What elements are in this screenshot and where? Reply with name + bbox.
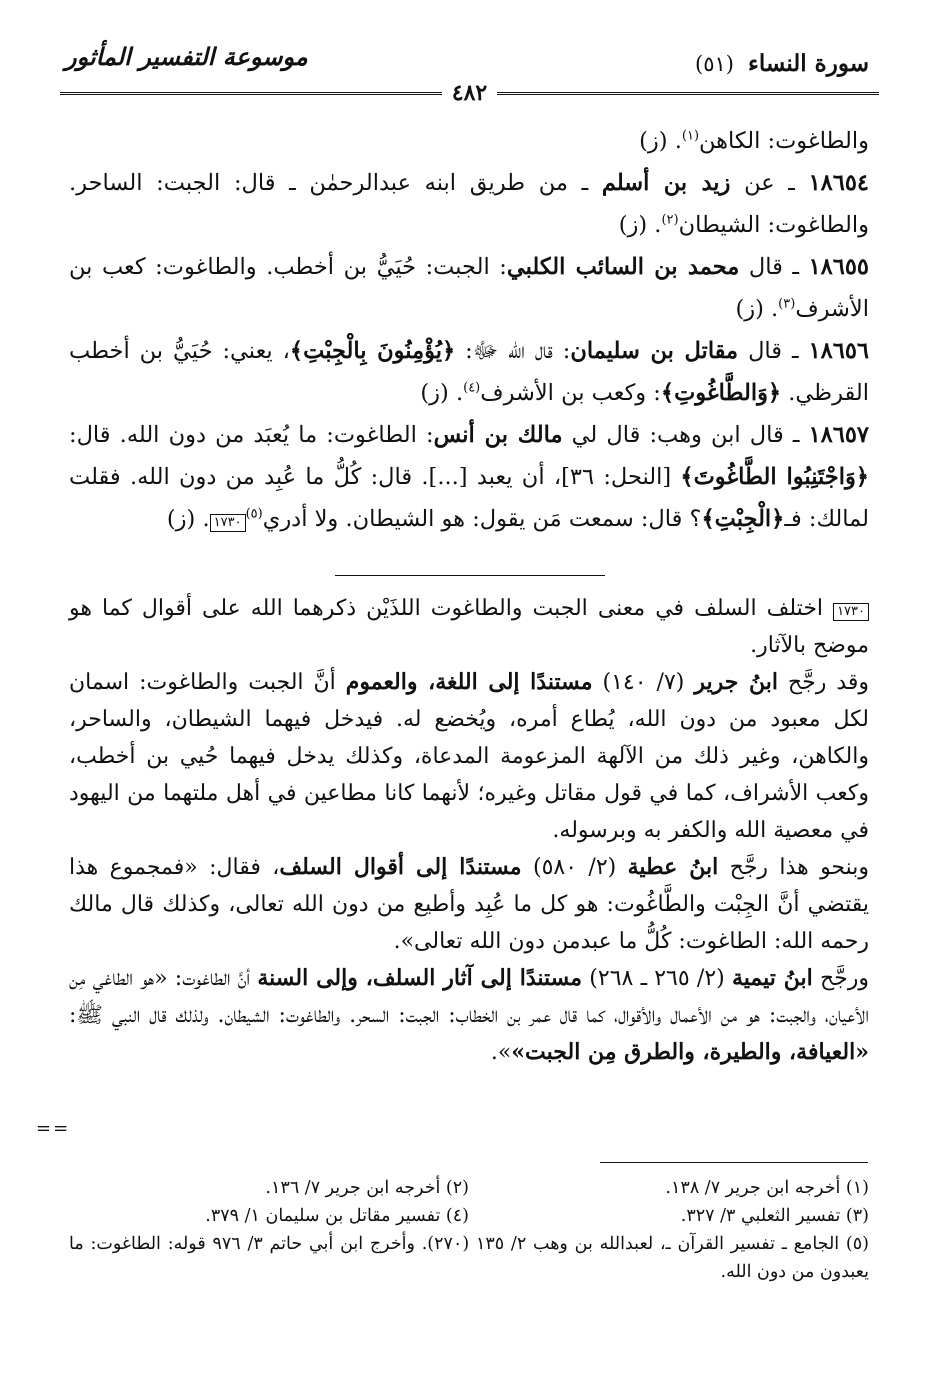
commentary-para-4 — [69, 960, 869, 1071]
footnote-2: (٢) أخرجه ابن جرير ٧/ ١٣٦. — [265, 1178, 469, 1198]
commentary-basis: مستندًا إلى أقوال السلف — [279, 854, 522, 880]
entry-18657 — [69, 414, 869, 540]
footnote-ref[interactable]: (٥) — [245, 506, 263, 522]
narrator-name: محمد بن السائب الكلبي — [506, 254, 740, 280]
hadith-quote: «العيافة، والطيرة، والطرق مِن الجبت» — [511, 1039, 869, 1065]
entry-text: والطاغوت: الكاهن — [699, 128, 869, 154]
footnote-row-2 — [69, 1202, 869, 1230]
entry-text: ـ قال — [738, 338, 809, 364]
entry-18655 — [69, 246, 869, 330]
commentary-para-3 — [69, 849, 869, 960]
quran-quote: ﴿يُؤْمِنُونَ بِالْجِبْتِ﴾ — [289, 338, 456, 364]
commentary-text: أنَّ الجبت والطاغوت: اسمان لكل معبود من دون الله، يُطاع أمره، ويُخضع له. فيدخل فيهما الشيطان، والساحر، والكاهن، وغير ذلك من الآلهة المزعومة المدعاة، وكذلك يدخل فيهما حُيي بن أخطب، وكعب الأشراف، كما في قول مقاتل وغيره؛ لأنهما كانا مطاعين في أهل ملتهما من اليهود في معصية الله والكفر به وبرسوله. — [69, 670, 869, 843]
footnote-4: (٤) تفسير مقاتل بن سليمان ١/ ٣٧٩. — [205, 1206, 469, 1226]
commentary-separator — [335, 575, 605, 576]
entry-text: ـ من طريق ابنه عبدالرحمٰن ـ قال: الجبت: الساحر. والطاغوت: الشيطان — [69, 170, 869, 238]
entry-text: ـ عن — [730, 170, 809, 196]
commentary-para-2 — [69, 664, 869, 849]
footnote-5: (٥) الجامع ـ تفسير القرآن ـ، لعبدالله بن وهب ٢/ ١٣٥ (٢٧٠). وأخرج ابن أبي حاتم ٣/ ٩٧٦ قوله: الطاغوت: ما يعبدون من دون الله. — [69, 1234, 869, 1282]
commentary-text: أنَّ الطاغوت: «هو الطاغي مِن الأعيان، والجبت: هو من الأعمال والأقوال، كما قال عمر بن الخطاب: الجبت: السحر. والطاغوت: الشيطان. ولذلك قال النبي ﷺ: — [69, 966, 869, 1028]
scholar-name: ابنُ جرير — [694, 669, 778, 695]
commentary-text: ورجَّح — [812, 966, 870, 991]
narrator-name: مالك بن أنس — [433, 422, 563, 448]
entry-18654 — [69, 162, 869, 246]
quran-quote: ﴿وَاجْتَنِبُوا الطَّاغُوتَ﴾ — [680, 464, 869, 490]
narrator-name: زيد بن أسلم — [601, 170, 731, 196]
footnote-ref[interactable]: (١) — [681, 128, 700, 144]
entry-text: : وكعب بن الأشرف — [480, 380, 661, 406]
scholar-name: ابنُ عطية — [627, 854, 719, 880]
running-header-surah — [695, 50, 869, 77]
footnote-3: (٣) تفسير الثعلبي ٣/ ٣٢٧. — [680, 1206, 869, 1226]
entry-number: ١٨٦٥٥ — [808, 254, 869, 280]
entry-text: ؟ قال: سمعت مَن يقول: هو الشيطان. ولا أدري — [262, 506, 702, 532]
commentary-text: (٢/ ٢٦٥ ـ ٢٦٨) — [582, 966, 732, 991]
page-number-wrap — [0, 80, 939, 106]
footnote-ref[interactable]: (٢) — [661, 212, 679, 228]
entry-number: ١٨٦٥٤ — [808, 170, 869, 196]
entry-text: ـ قال — [739, 254, 809, 280]
commentary-basis: مستندًا إلى آثار السلف، وإلى السنة — [257, 965, 583, 991]
quran-quote: ﴿وَالطَّاغُوتِ﴾ — [660, 380, 782, 406]
running-header-book-title: موسوعة التفسير المأثور — [65, 42, 308, 71]
page-number: ٤٨٢ — [442, 80, 497, 106]
entry-continuation — [69, 120, 869, 162]
commentary-para-1 — [69, 590, 869, 664]
entry-text: . (ز) — [735, 296, 779, 322]
scholar-name: ابنُ تيمية — [731, 965, 813, 991]
footnote-row-1 — [69, 1174, 869, 1202]
footnote-1: (١) أخرجه ابن جرير ٧/ ١٣٨. — [665, 1178, 869, 1198]
entry-text: : قال الله ﷻ: — [455, 338, 571, 364]
commentary-text: وبنحو هذا رجَّح — [718, 855, 870, 880]
entry-text: : الطاغوت: ما يُعبَد من دون الله. قال: — [69, 422, 434, 448]
commentary-text: (٧/ ١٤٠) — [592, 670, 695, 695]
entry-18656 — [69, 330, 869, 414]
entry-text: . (ز) — [420, 380, 464, 406]
commentary-text: اختلف السلف في معنى الجبت والطاغوت اللذَيْن ذكرهما الله على أقوال كما هو موضح بالآثار. — [69, 596, 869, 658]
commentary-block — [69, 590, 869, 1071]
commentary-basis: مستندًا إلى اللغة، والعموم — [345, 669, 593, 695]
entry-number: ١٨٦٥٦ — [808, 338, 869, 364]
commentary-ref-box[interactable]: ١٧٣٠ — [210, 514, 246, 532]
footnote-separator — [600, 1162, 868, 1163]
surah-verse: (٥١) — [695, 52, 734, 76]
footnotes — [69, 1174, 869, 1286]
entry-text: . (ز) — [618, 212, 662, 238]
footnote-ref[interactable]: (٣) — [778, 296, 796, 312]
entry-text: . (ز) — [639, 128, 682, 154]
entry-text: [النحل: ٣٦]، أن يعبد [...]. قال: كُلُّ ما عُبِد من دون الله. فقلت لمالك: فـ — [69, 464, 869, 532]
footnote-ref[interactable]: (٤) — [463, 380, 481, 396]
entry-text: . (ز) — [166, 506, 210, 532]
continuation-mark: == — [36, 1118, 71, 1139]
narrator-name: مقاتل بن سليمان — [570, 338, 739, 364]
entry-number: ١٨٦٥٧ — [808, 422, 869, 448]
commentary-text: وقد رجَّح — [777, 670, 870, 695]
commentary-text: ». — [490, 1040, 512, 1065]
main-text — [69, 120, 869, 540]
commentary-number-box: ١٧٣٠ — [833, 603, 869, 621]
commentary-text: ، فقال: «فمجموع هذا يقتضي أنَّ الجِبْت والطَّاغُوت: هو كل ما عُبِد وأطيع من دون الله تعالى، وكذلك قال مالك رحمه الله: الطاغوت: كُلُّ ما عبدمن دون الله تعالى». — [69, 855, 869, 954]
entry-text: ـ قال ابن وهب: قال لي — [562, 422, 809, 448]
quran-quote: ﴿الْجِبْتِ﴾ — [701, 506, 785, 532]
surah-name: سورة النساء — [748, 50, 869, 77]
entry-text: : الجبت: حُيَيُّ بن أخطب. والطاغوت: كعب بن الأشرف — [69, 254, 869, 322]
entry-text: ، يعني: حُيَيُّ بن أخطب القرظي. — [69, 338, 869, 406]
commentary-text: (٢/ ٥٨٠) — [521, 855, 628, 880]
